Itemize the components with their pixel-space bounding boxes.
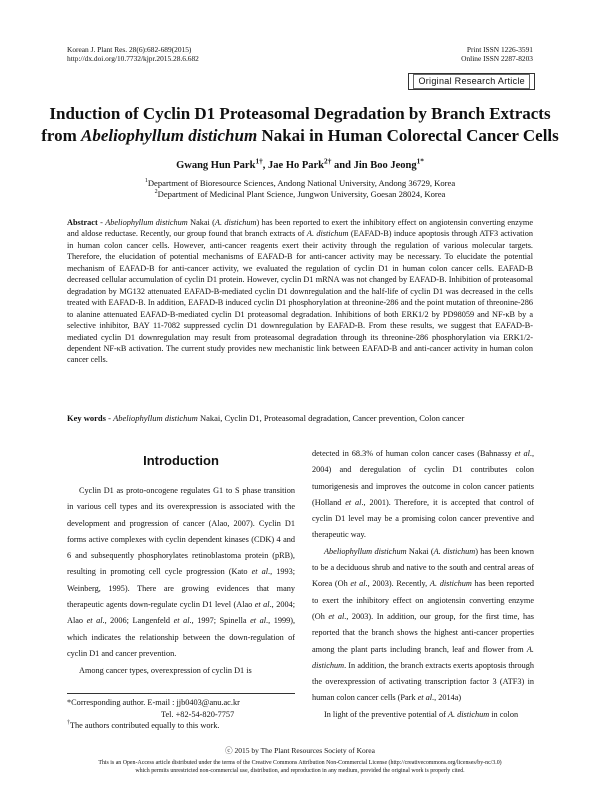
online-issn: Online ISSN 2287-8203: [461, 54, 533, 63]
affiliation-1-sup: 1: [144, 178, 148, 185]
section-heading-introduction: Introduction: [143, 453, 219, 468]
keywords-species: Abeliophyllum distichum: [113, 413, 198, 423]
intro-paragraph-3: detected in 68.3% of human colon cancer cases (Bahnassy et al., 2004) and deregulation of cyclin D1 contributes colon tumorigenesis and improves the outcome in colon cancer patients (Holland et al., 2001). Therefore, it is accepted that control of cyclin D1 level may be a promising colon cancer preventive and therapeutic way.: [312, 449, 534, 540]
title-prefix: from: [41, 126, 82, 145]
intro-paragraph-2: Among cancer types, overexpression of cyclin D1 is: [79, 666, 252, 676]
copyright-notice: ⓒ 2015 by The Plant Resources Society of Korea: [225, 746, 375, 755]
abstract-species: A. distichum: [214, 218, 257, 227]
article-type-badge: [408, 73, 535, 90]
abstract-species: A. distichum: [306, 229, 349, 239]
journal-citation: Korean J. Plant Res. 28(6):682-689(2015): [67, 45, 192, 54]
author-3: Jin Boo Jeong: [353, 160, 417, 171]
author-phone: Tel. +82-54-820-7757: [161, 709, 235, 719]
author-3-sup: 1*: [416, 156, 424, 166]
author-separator: and: [331, 160, 354, 171]
license-line-1: This is an Open-Access article distributed under the terms of the Creative Commons Attribution Non-Commercial License (http://creativecommons.org/licenses/by-nc/3.0): [98, 760, 502, 766]
abstract-text: -: [97, 218, 106, 227]
dagger-mark: †: [67, 720, 70, 727]
affiliation-2-sup: 2: [154, 189, 158, 196]
abstract-species: Abeliophyllum distichum: [105, 218, 188, 227]
license-notice: [30, 760, 570, 775]
title-line-2: [40, 125, 560, 147]
keywords: [67, 413, 537, 424]
abstract-text: Nakai (: [187, 218, 215, 227]
author-1-sup: 1†: [255, 156, 263, 166]
footnotes: [67, 697, 307, 732]
abstract-text: ) has been reported to exert the inhibitory effect on angiotensin converting enzyme and aldose reductase. Recently, our group found that branch extracts of: [67, 218, 533, 239]
right-column: [312, 446, 534, 723]
print-issn: Print ISSN 1226-3591: [466, 45, 533, 54]
doi-link[interactable]: http://dx.doi.org/10.7732/kjpr.2015.28.6.682: [67, 54, 199, 63]
author-2: Jae Ho Park: [268, 160, 325, 171]
author-list: [40, 156, 560, 171]
affiliations: [40, 178, 560, 200]
title-suffix: Nakai in Human Colorectal Cancer Cells: [257, 126, 559, 145]
affiliation-1: [40, 178, 560, 189]
intro-paragraph-5: In light of the preventive potential of A. distichum in colon: [324, 709, 519, 719]
intro-paragraph-1: Cyclin D1 as proto-oncogene regulates G1 to S phase transition in various cell types and its overexpression is associated with the development and progression of cancer (Alao, 2007). Cyclin D1 forms active complexes with cyclin dependent kinases (CDK) 4 and 6 and subsequently phosphorylates retinoblastoma protein (pRB), resulting in promoting cell cycle progression (Kato et al., 1993; Weinberg, 1995). There are growing evidences that many therapeutic agents down-regulate cyclin D1 level (Alao et al., 2004; Alao et al., 2006; Langenfeld et al., 1997; Spinella et al., 1999), which indicates the relationship between the down-regulation of cyclin D1 and cancer prevention.: [67, 486, 296, 658]
keywords-text: -: [105, 413, 114, 423]
equal-contribution: [67, 720, 307, 732]
keywords-text: Nakai, Cyclin D1, Proteasomal degradation, Cancer prevention, Colon cancer: [197, 413, 465, 423]
issn-block: [461, 45, 533, 63]
author-separator: ,: [262, 160, 269, 171]
affiliation-2: [40, 189, 560, 200]
keywords-label: Key words: [67, 413, 106, 423]
running-header: [67, 45, 199, 63]
abstract-text: (EAFAD-B) induce apoptosis through ATF3 activation in human colon cancer cells. However, anti-cancer reagents exert their activity through the regulation of various molecular targets. Therefore, the elucidation of potential mechanisms of EAFAD-B for anti-cancer activity may be necessary. To elucidate the potential mechanism of EAFAD-B for anti-cancer activity, we evaluated the regulation of cyclin D1 in human colon cancer cells. EAFAD-B decreased cellular accumulation of cyclin D1 protein. However, cyclin D1 mRNA was not changed by EAFAD-B. Inhibition of proteasomal degradation by MG132 attenuated EAFAD-B-mediated cyclin D1 downregulation and the half-life of cyclin D1 was decreased in the cells treated with EAFAD-B. In addition, EAFAD-B induced cyclin D1 phosphorylation at threonine-286 and the point mutation of threonine-286 to alanine attenuated EAFAD-B-mediated cyclin D1 proteasomal degradation. Inhibitions of both ERK1/2 by PD98059 and NF-κB by a selective inhibitor, BAY 11-7082 suppressed cyclin D1 downregulation by EAFAD-B. From these results, we suggest that EAFAD-B-mediated cyclin D1 downregulation may result from proteasomal degradation through its threonine-286 phosphorylation via ERK1/2-dependent NF-κB activation. The current study provides new mechanistic link between EAFAD-B and anti-cancer activity in human colon cancer cells.: [67, 229, 534, 365]
left-column: [67, 483, 295, 680]
affiliation-2-text: Department of Medicinal Plant Science, Jungwon University, Goesan 28024, Korea: [157, 189, 446, 199]
author-1: Gwang Hun Park: [176, 160, 256, 171]
intro-paragraph-4: Abeliophyllum distichum Nakai (A. distichum) has been known to be a deciduous shrub and native to the south and central areas of Korea (Oh et al., 2003). Recently, A. distichum has been reported to exert the inhibitory effect on angiotensin converting enzyme (Oh et al., 2003). In addition, our group, for the first time, has reported that the branch shows the highest anti-cancer properties among the plant parts including branch, leaf and flower from A. distichum. In addition, the branch extracts exerts apoptosis through the overexpression of activating transcription factor 3 (ATF3) in human colon cancer cells (Park et al., 2014a): [312, 546, 535, 703]
title-species: Abeliophyllum distichum: [81, 126, 258, 145]
abstract: [67, 217, 533, 366]
equal-contribution-text: The authors contributed equally to this work.: [69, 721, 220, 730]
affiliation-1-text: Department of Bioresource Sciences, Andong National University, Andong 36729, Korea: [147, 178, 456, 188]
article-title: [40, 103, 560, 147]
author-2-sup: 2†: [324, 156, 332, 166]
article-type-label: Original Research Article: [413, 74, 530, 89]
abstract-label: Abstract: [67, 218, 98, 227]
footnote-divider: [67, 693, 295, 694]
corresponding-author: *Corresponding author. E-mail : jjb0403@anu.ac.kr: [67, 698, 240, 707]
title-line-1: Induction of Cyclin D1 Proteasomal Degradation by Branch Extracts: [49, 104, 551, 123]
license-line-2: which permits unrestricted non-commercial use, distribution, and reproduction in any medium, provided the original work is properly cited.: [135, 767, 465, 774]
